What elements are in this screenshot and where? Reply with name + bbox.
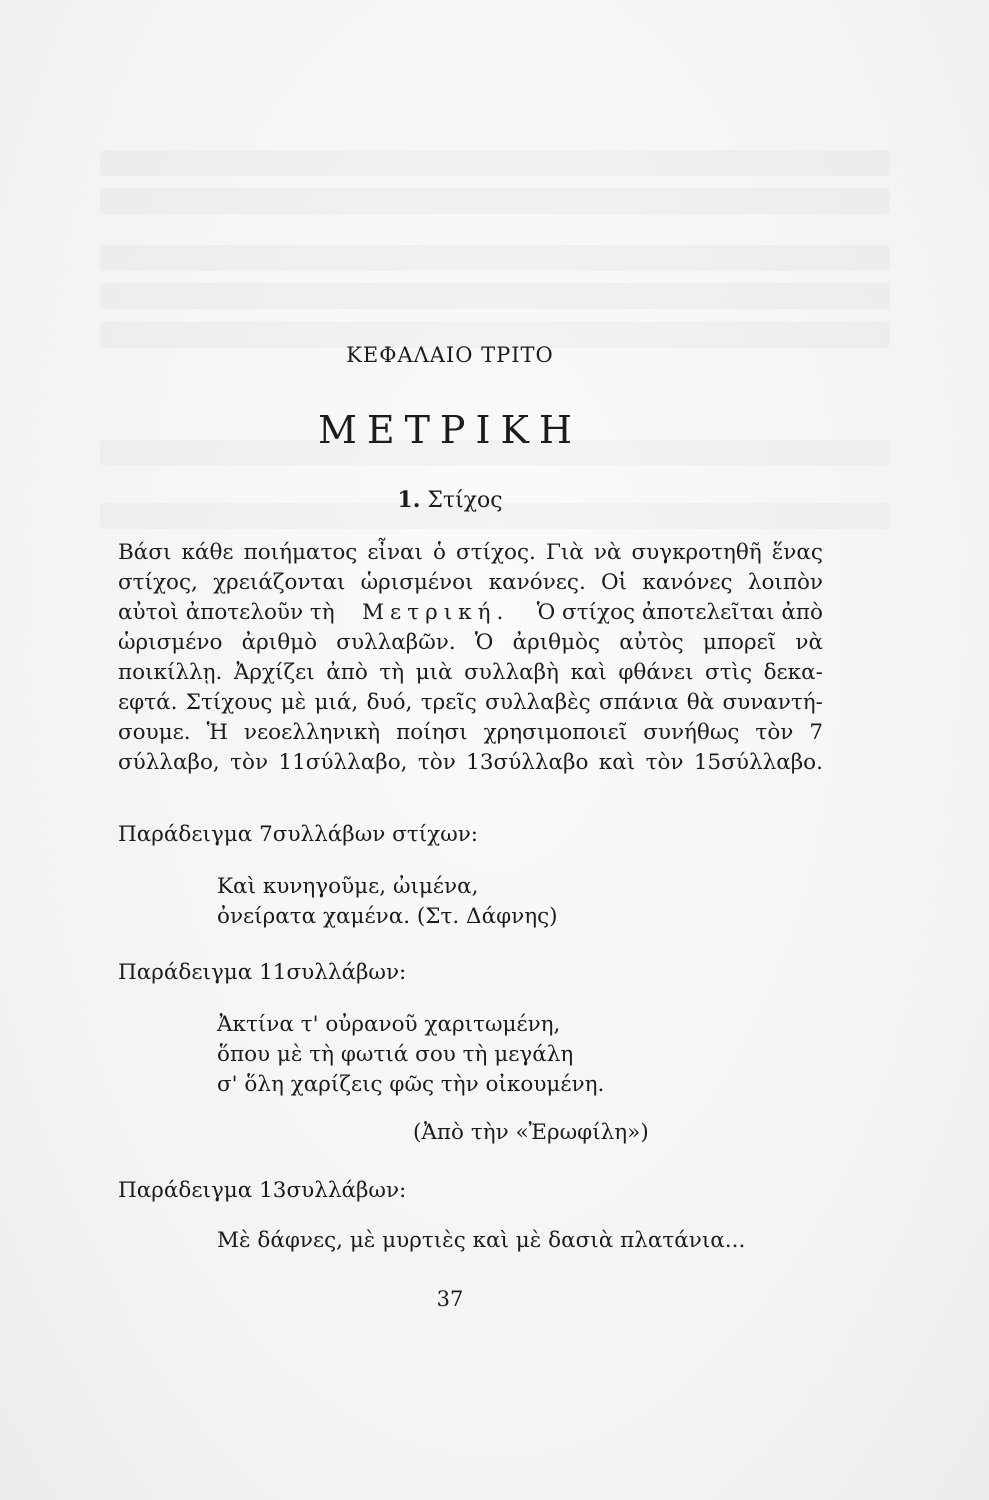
word: καὶ — [598, 750, 636, 775]
verse-line: Ἀκτίνα τ' οὐρανοῦ χαριτωμένη, — [217, 1012, 561, 1037]
word: νὰ — [593, 540, 622, 565]
word: στίχος. — [456, 540, 536, 565]
word: Ἡ — [206, 720, 228, 745]
paragraph-line — [118, 658, 823, 688]
example-label: Παράδειγμα 11συλλάβων: — [118, 960, 407, 985]
word: τὸν — [755, 720, 794, 745]
section-number: 1. — [397, 487, 421, 513]
verse-attribution: (Ἀπὸ τὴν «Ἐρωφίλη») — [413, 1120, 649, 1145]
word: ὁ — [433, 540, 446, 565]
word: ἕνας — [771, 540, 823, 565]
verse-block — [217, 872, 558, 932]
word: τὸν — [417, 750, 456, 775]
paragraph-line — [118, 538, 823, 568]
verse-line: ὀνείρατα χαμένα. (Στ. Δάφνης) — [217, 904, 558, 929]
paragraph-line — [118, 598, 823, 628]
paragraph-line — [118, 628, 823, 658]
word: τὴ — [379, 660, 405, 685]
word: χρειάζονται — [213, 570, 346, 595]
verse-block — [217, 1226, 745, 1256]
word: Οἱ — [601, 570, 628, 595]
word: Βάσι — [118, 540, 172, 565]
word: νὰ — [795, 630, 823, 655]
verse-line: Καὶ κυνηγοῦμε, ὠιμένα, — [217, 874, 479, 899]
word: σύλλαβο, — [118, 750, 220, 775]
word: στίχος, — [118, 570, 198, 595]
verse-block — [217, 1010, 604, 1100]
word: εἶναι — [367, 540, 423, 565]
example-label: Παράδειγμα 7συλλάβων στίχων: — [118, 822, 479, 847]
page-number: 37 — [436, 1287, 464, 1311]
word: ἀριθμὸς — [512, 630, 601, 655]
show-through-shadow — [100, 188, 890, 214]
verse-line: Μὲ δάφνες, μὲ μυρτιὲς καὶ μὲ δασιὰ πλατάνια... — [217, 1228, 746, 1253]
page-title: ΜΕΤΡΙΚΗ — [317, 408, 583, 452]
example-label: Παράδειγμα 13συλλάβων: — [118, 1178, 407, 1203]
word: νεοελληνικὴ — [243, 720, 381, 745]
word: ἀπὸ — [326, 660, 368, 685]
word: χρησιμοποιεῖ — [483, 720, 628, 745]
word: μιά, — [314, 690, 359, 715]
word: ὡρισμένοι — [360, 570, 474, 595]
word: Ὁ — [474, 630, 494, 655]
paragraph-line — [118, 718, 823, 748]
word: κανόνες. — [488, 570, 586, 595]
section-heading — [0, 487, 900, 513]
word: συνήθως — [643, 720, 740, 745]
word: δεκα- — [763, 660, 823, 685]
paragraph-line — [118, 568, 823, 598]
paragraph-line — [118, 688, 823, 718]
word: Στίχους — [185, 690, 273, 715]
word: λοιπὸν — [747, 570, 823, 595]
word: ἀριθμὸ — [241, 630, 318, 655]
word: δυό, — [366, 690, 413, 715]
word: 15σύλλαβο. — [693, 750, 823, 775]
word: Ἀρχίζει — [233, 660, 315, 685]
word: σουμε. — [118, 720, 191, 745]
word: τὸν — [230, 750, 269, 775]
paragraph-text: Ὁ στίχος ἀποτελεῖται ἀπὸ — [536, 600, 823, 625]
word: καὶ — [570, 660, 607, 685]
spaced-term: Μετρική. — [362, 600, 510, 625]
word: τρεῖς — [420, 690, 477, 715]
show-through-shadow — [100, 245, 890, 271]
paragraph-line — [118, 748, 823, 778]
word: αὐτὸς — [619, 630, 684, 655]
word: Γιὰ — [545, 540, 584, 565]
word: ποιήματος — [243, 540, 358, 565]
word: συλλαβὴ — [464, 660, 559, 685]
word: τὸν — [645, 750, 684, 775]
word: σπάνια — [599, 690, 679, 715]
word: θὰ — [686, 690, 715, 715]
word: ποικίλλῃ. — [118, 660, 223, 685]
word: συναντή- — [722, 690, 823, 715]
word: συγκροτηθῆ — [631, 540, 762, 565]
word: 7 — [809, 720, 823, 745]
word: συλλαβῶν. — [336, 630, 456, 655]
paragraph-text: αὐτοὶ ἀποτελοῦν τὴ — [118, 600, 335, 625]
chapter-heading: ΚΕΦΑΛΑΙΟ ΤΡΙΤΟ — [346, 343, 554, 367]
word: μὲ — [280, 690, 307, 715]
word: συλλαβὲς — [485, 690, 591, 715]
word: μιὰ — [415, 660, 453, 685]
word: στὶς — [705, 660, 753, 685]
word: 11σύλλαβο, — [278, 750, 408, 775]
section-title: Στίχος — [427, 488, 503, 513]
word: κάθε — [181, 540, 234, 565]
show-through-shadow — [100, 150, 890, 176]
word: φθάνει — [618, 660, 694, 685]
word: κανόνες — [642, 570, 733, 595]
verse-line: ὅπου μὲ τὴ φωτιά σου τὴ μεγάλη — [217, 1042, 574, 1067]
word: 13σύλλαβο — [466, 750, 589, 775]
word: ποίησι — [396, 720, 468, 745]
word: μπορεῖ — [702, 630, 777, 655]
body-paragraph — [118, 538, 823, 778]
verse-line: σ' ὅλη χαρίζεις φῶς τὴν οἰκουμένη. — [217, 1072, 605, 1097]
word: εφτά. — [118, 690, 178, 715]
word: ὡρισμένο — [118, 630, 223, 655]
show-through-shadow — [100, 283, 890, 309]
